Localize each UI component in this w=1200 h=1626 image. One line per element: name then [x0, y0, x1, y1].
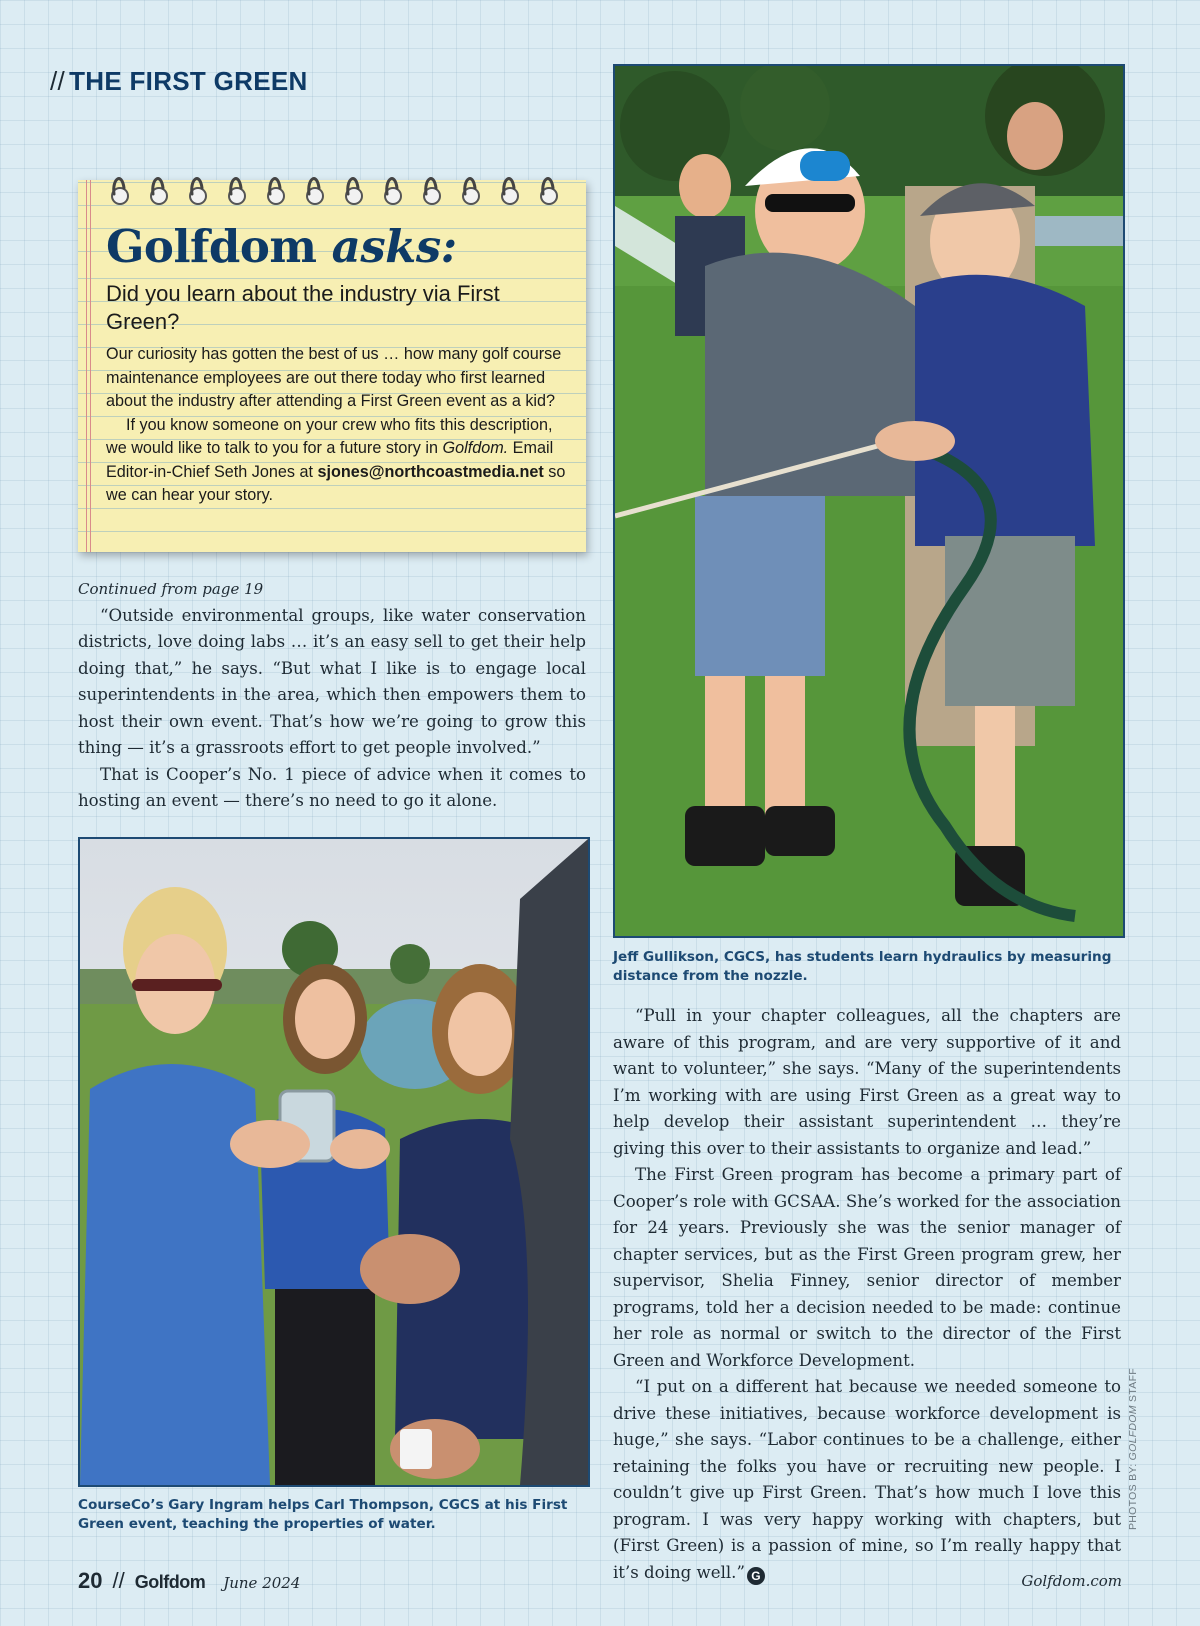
photo-left-caption: CourseCo’s Gary Ingram helps Carl Thompson, CGCS at his First Green event, teaching the properties of water. [78, 1497, 568, 1532]
notepad-margin-line [86, 180, 87, 552]
footer-separator: // [112, 1568, 125, 1593]
right-paragraph-1: “Pull in your chapter colleagues, all the chapters are aware of this program, and are very supportive of it and want to volunteer,” she says. “Many of the superintendents I’m working with are using First Green as a great way to help develop their assistant superintendent … they’re giving this over to their assistants to organize and lead.” [613, 1006, 1121, 1158]
notepad-text: If you know someone on your crew who fits this description, we would like to talk to you for a future story in [106, 415, 553, 457]
spiral-binding-icon [108, 168, 578, 208]
left-paragraph-2: That is Cooper’s No. 1 piece of advice when it comes to hosting an event — there’s no need to go it alone. [78, 764, 586, 810]
footer-website[interactable]: Golfdom.com [1021, 1572, 1122, 1590]
issue-date: June 2024 [223, 1574, 301, 1592]
students-water-jar-image [80, 839, 588, 1485]
section-slashes: // [50, 66, 66, 96]
section-title-text: THE FIRST GREEN [69, 66, 308, 96]
section-title [50, 66, 308, 97]
page-footer [78, 1568, 300, 1594]
right-paragraph-3-text: “I put on a different hat because we needed someone to drive these initiatives, because workforce development is huge,” she says. “Labor continues to be a challenge, either retaining the folks you have or recruiting new people. I couldn’t give up First Green. That’s how much I love this program. I was very happy working with chapters, but (First Green) is a passion of mine, so I’m really happy that it’s doing well.” [613, 1377, 1121, 1582]
photo-credit [1127, 1368, 1139, 1530]
magazine-name: Golfdom. [442, 439, 509, 457]
photo-right-caption: Jeff Gullikson, CGCS, has students learn hydraulics by measuring distance from the nozzle. [613, 949, 1112, 984]
left-column-text [78, 576, 586, 815]
notepad-paragraph-1: Our curiosity has gotten the best of us … how many golf course maintenance employees are out there today who first learned about the industry after attending a First Green event as a kid? [106, 345, 562, 410]
notepad-question: Did you learn about the industry via First Green? [106, 281, 500, 334]
continued-from-note: Continued from page 19 [78, 580, 264, 598]
photo-water-properties [78, 837, 590, 1487]
photo-hydraulics [613, 64, 1125, 938]
editor-email-link[interactable]: sjones@northcoastmedia.net [317, 462, 544, 481]
golfdom-asks-notepad [78, 180, 586, 552]
golfdom-end-mark-icon: G [747, 1567, 765, 1585]
right-column-text [613, 1003, 1121, 1586]
notepad-title-verb: asks: [331, 220, 457, 273]
footer-brand-logo: Golfdom [134, 1572, 206, 1592]
students-hose-image [615, 66, 1123, 936]
right-paragraph-3 [613, 1374, 1121, 1586]
notepad-margin-line-2 [90, 180, 91, 552]
right-paragraph-2: The First Green program has become a primary part of Cooper’s role with GCSAA. She’s worked for the association for 24 years. Previously she was the senior manager of chapter services, but as the First Green program grew, her supervisor, Shelia Finney, senior director of member programs, told her a decision needed to be made: continue her role as normal or switch to the director of the First Green and Workforce Development. [613, 1165, 1121, 1370]
notepad-body [106, 343, 571, 508]
notepad-paragraph-2 [106, 414, 571, 508]
photo-credit-prefix: PHOTOS BY: [1127, 1460, 1139, 1530]
notepad-text: so we can hear your story. [106, 462, 566, 504]
page-number: 20 [78, 1568, 103, 1593]
notepad-title-brand: Golfdom [106, 220, 317, 273]
left-paragraph-1: “Outside environmental groups, like water conservation districts, love doing labs … it’s an easy sell to get their help doing that,” he says. “But what I like is to engage local superintendents in the area, which then empowers them to host their own event. That’s how we’re going to grow this thing — it’s a grassroots effort to get people involved.” [78, 605, 586, 757]
photo-credit-suffix: STAFF [1127, 1367, 1139, 1406]
photo-credit-name: GOLFDOM [1127, 1405, 1139, 1461]
notepad-title [106, 220, 457, 273]
notepad-text: Email Editor-in-Chief Seth Jones at [106, 439, 554, 481]
